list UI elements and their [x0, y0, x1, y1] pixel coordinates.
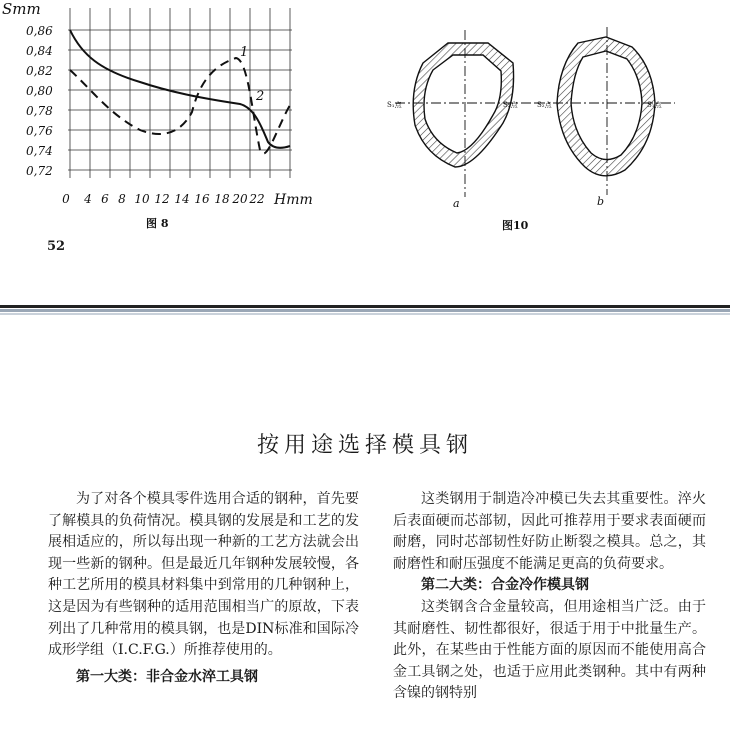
x-tick-label: 12: [154, 192, 170, 206]
y-tick-labels: [26, 24, 53, 178]
x-tick-label: 0: [62, 192, 70, 206]
x-tick-label: 20: [232, 192, 248, 206]
right-subheading: 第二大类：合金冷作模具钢: [421, 577, 589, 594]
y-tick-label: 0,80: [26, 84, 53, 98]
curve-1-label: 1: [240, 45, 249, 60]
figure-10-diagram: [385, 15, 730, 250]
y-tick-label: 0,86: [26, 24, 53, 38]
section-a-label: a: [453, 197, 460, 210]
right-column: [393, 489, 706, 705]
y-axis-label: Smm: [2, 0, 41, 18]
y-tick-label: 0,82: [26, 64, 53, 78]
x-tick-label: 18: [214, 192, 230, 206]
section-a-left-label: S₁点: [387, 101, 402, 109]
figure-8-chart: [0, 0, 360, 235]
x-tick-label: 4: [84, 192, 92, 206]
x-tick-label: 6: [101, 192, 109, 206]
y-tick-label: 0,84: [26, 44, 53, 58]
page-number: 52: [47, 239, 66, 254]
right-paragraph-1: 这类钢用于制造冷冲模已失去其重要性。淬火后表面硬而芯部韧，因此可推荐用于要求表面硬而耐磨，同时芯部韧性好防止断裂之模具。总之，其耐磨性和耐压强度不能满足更高的负荷要求。: [393, 491, 706, 572]
left-column: [48, 489, 359, 688]
curve-2-dashed: [70, 58, 290, 154]
section-a: [387, 30, 535, 210]
x-tick-label: 8: [118, 192, 126, 206]
left-paragraph: 为了对各个模具零件选用合适的钢种，首先要了解模具的负荷情况。模具钢的发展是和工艺的发展相适应的，所以每出现一种新的工艺方法就会出现一些新的钢种。但是最近几年钢种发展较慢，各种工艺所用的模具材料集中到常用的几种钢种上，这是因为有些钢种的适用范围相当广的原故，下表列出了几种常用的模具钢，也是DIN标准和国际冷成形学组（I.C.F.G.）所推荐使用的。: [48, 491, 359, 659]
section-a-right-label: S₂点: [503, 101, 518, 109]
figure-10-caption: 图10: [502, 219, 529, 232]
y-tick-label: 0,72: [26, 164, 53, 178]
left-subheading: 第一大类：非合金水淬工具钢: [76, 668, 258, 685]
x-tick-label: 10: [134, 192, 150, 206]
x-axis-label: Hmm: [274, 192, 313, 208]
right-paragraph-2: 这类钢含合金量较高，但用途相当广泛。由于其耐磨性、韧性都很好，很适于用于中批量生产。此外，在某些由于性能方面的原因而不能使用高合金工具钢之处，也适于应用此类钢种。其中有两种含镍的钢特别: [393, 598, 706, 702]
x-tick-label: 16: [194, 192, 210, 206]
y-tick-label: 0,74: [26, 144, 53, 158]
x-tick-label: 14: [174, 192, 190, 206]
x-tick-labels: [62, 192, 264, 206]
article-title: 按用途选择模具钢: [256, 433, 473, 458]
y-tick-label: 0,76: [26, 124, 53, 138]
figure-8-caption: 图 8: [146, 217, 169, 230]
section-b-right-label: S₁点: [647, 101, 662, 109]
x-tick-label: 22: [249, 192, 265, 206]
curve-2-label: 2: [256, 89, 265, 104]
section-b-left-label: S₂点: [537, 101, 552, 109]
section-b: [535, 27, 675, 208]
section-b-label: b: [597, 195, 605, 208]
y-tick-label: 0,78: [26, 104, 53, 118]
page-separator: [0, 305, 730, 317]
